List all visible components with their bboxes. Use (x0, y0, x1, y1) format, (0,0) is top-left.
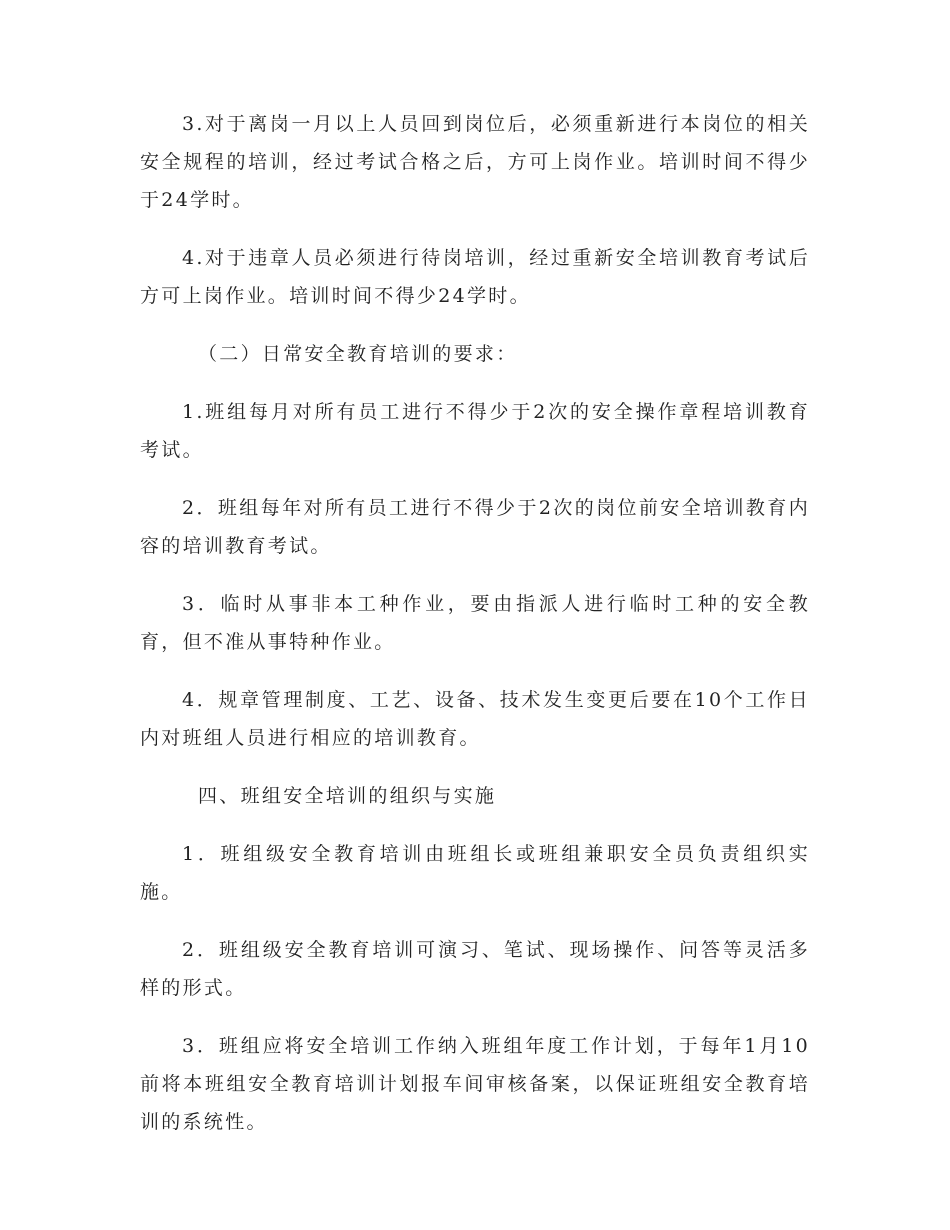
section-heading-organization: 四、班组安全培训的组织与实施 (198, 785, 497, 807)
section-heading-daily-training: （二）日常安全教育培训的要求： (198, 343, 518, 365)
paragraph-training-forms: 2．班组级安全教育培训可演习、笔试、现场操作、问答等灵活多样的形式。 (140, 939, 810, 999)
document-page (140, 105, 810, 1161)
paragraph-monthly-exam: 1.班组每月对所有员工进行不得少于2次的安全操作章程培训教育考试。 (140, 401, 810, 461)
paragraph-annual-plan: 3．班组应将安全培训工作纳入班组年度工作计划，于每年1月10前将本班组安全教育培训计划报车间审核备案，以保证班组安全教育培训的系统性。 (140, 1035, 810, 1133)
paragraph-offduty-training: 3.对于离岗一月以上人员回到岗位后，必须重新进行本岗位的相关安全规程的培训，经过考试合格之后，方可上岗作业。培训时间不得少于24学时。 (140, 113, 810, 211)
paragraph-responsibility: 1．班组级安全教育培训由班组长或班组兼职安全员负责组织实施。 (140, 843, 810, 903)
paragraph-change-training: 4．规章管理制度、工艺、设备、技术发生变更后要在10个工作日内对班组人员进行相应的培训教育。 (140, 689, 810, 749)
paragraph-temporary-work: 3．临时从事非本工种作业，要由指派人进行临时工种的安全教育，但不准从事特种作业。 (140, 593, 810, 653)
paragraph-yearly-exam: 2．班组每年对所有员工进行不得少于2次的岗位前安全培训教育内容的培训教育考试。 (140, 497, 810, 557)
paragraph-violator-training: 4.对于违章人员必须进行待岗培训，经过重新安全培训教育考试后方可上岗作业。培训时间不得少24学时。 (140, 247, 810, 307)
